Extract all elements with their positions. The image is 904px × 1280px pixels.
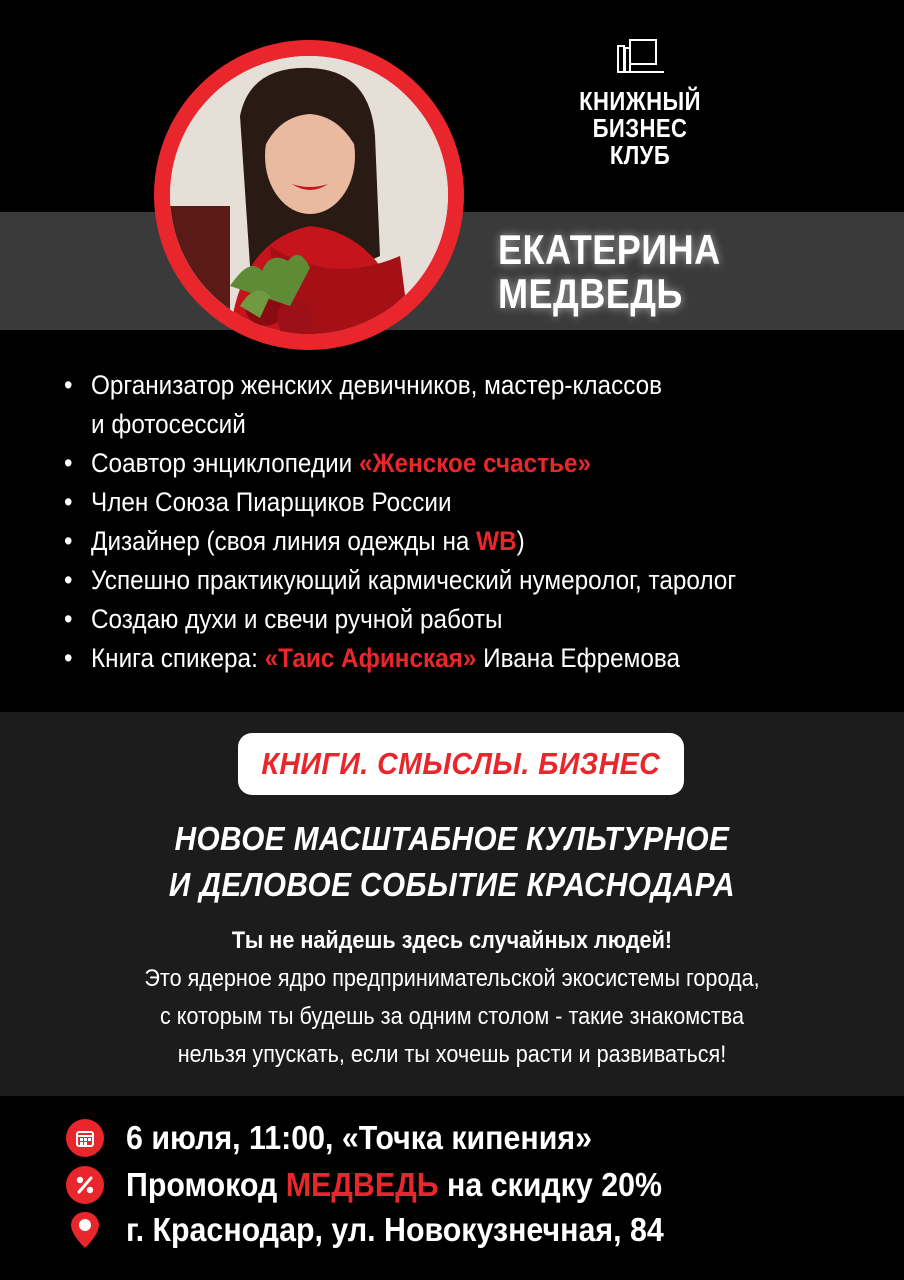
promo-text — [126, 1163, 662, 1207]
bullet-text-after: ) — [516, 526, 525, 556]
logo-line-2: БИЗНЕС — [592, 113, 688, 143]
event-headline — [0, 816, 904, 908]
bullet-text-continued: и фотосессий — [91, 409, 246, 439]
bullet-text: • Организатор женских девичников, мастер-классов — [91, 370, 663, 400]
bullet-text: Создаю духи и свечи ручной работы — [91, 604, 503, 634]
bullet-text-after: Ивана Ефремова — [476, 643, 681, 673]
promo-label: Промокод — [126, 1166, 286, 1203]
address-row — [66, 1208, 711, 1252]
bullet-highlight: «Таис Афинская» — [264, 643, 477, 673]
bullet-item — [64, 483, 811, 522]
bullet-item — [64, 522, 811, 561]
percent-icon — [66, 1166, 104, 1204]
bullet-item — [64, 444, 811, 483]
description-line: нельзя упускать, если ты хочешь расти и развиваться! — [177, 1041, 727, 1068]
event-date-text: 6 июля, 11:00, «Точка кипения» — [126, 1119, 593, 1156]
description-line: Это ядерное ядро предпринимательской экосистемы города, — [144, 965, 760, 992]
club-logo — [540, 36, 740, 169]
bullet-text: Успешно практикующий кармический нумеролог, таролог — [91, 565, 737, 595]
logo-text — [555, 88, 725, 169]
bullet-item — [64, 639, 811, 678]
speaker-photo — [170, 56, 448, 334]
bullet-highlight: «Женское счастье» — [358, 448, 592, 478]
tagline-text: КНИГИ. СМЫСЛЫ. БИЗНЕС — [261, 746, 661, 781]
promo-code: МЕДВЕДЬ — [285, 1166, 439, 1203]
headline-line-2: И ДЕЛОВОЕ СОБЫТИЕ КРАСНОДАРА — [168, 866, 736, 903]
description-lead: Ты не найдешь здесь случайных людей! — [231, 927, 673, 954]
speaker-first-name: ЕКАТЕРИНА — [498, 226, 721, 273]
bullet-highlight: WB — [476, 526, 517, 556]
calendar-icon — [66, 1119, 104, 1157]
bullet-item — [64, 600, 811, 639]
speaker-last-name: МЕДВЕДЬ — [498, 270, 683, 317]
speaker-name — [498, 228, 721, 316]
event-description — [0, 922, 904, 1074]
bullet-text: Книга спикера: — [91, 643, 265, 673]
logo-line-1: КНИЖНЫЙ — [579, 86, 701, 116]
logo-line-3: КЛУБ — [609, 140, 671, 170]
location-pin-icon — [66, 1211, 104, 1249]
bullet-text: Соавтор энциклопедии — [91, 448, 359, 478]
promo-row — [66, 1163, 709, 1207]
bullet-item — [64, 561, 811, 600]
promo-discount: на скидку 20% — [438, 1166, 662, 1203]
event-address: г. Краснодар, ул. Новокузнечная, 84 — [126, 1211, 664, 1248]
bullet-text: Дизайнер (своя линия одежды на — [91, 526, 477, 556]
headline-line-1: НОВОЕ МАСШТАБНОЕ КУЛЬТУРНОЕ — [174, 820, 730, 857]
bullet-item — [64, 366, 811, 444]
description-line: с которым ты будешь за одним столом - такие знакомства — [159, 1003, 745, 1030]
event-date-row — [66, 1116, 633, 1160]
speaker-bullets — [64, 366, 894, 678]
tagline-badge — [238, 733, 684, 795]
speaker-portrait-illustration — [170, 56, 448, 334]
book-laptop-logo-icon — [614, 36, 666, 78]
bullet-text: Член Союза Пиарщиков России — [91, 487, 452, 517]
